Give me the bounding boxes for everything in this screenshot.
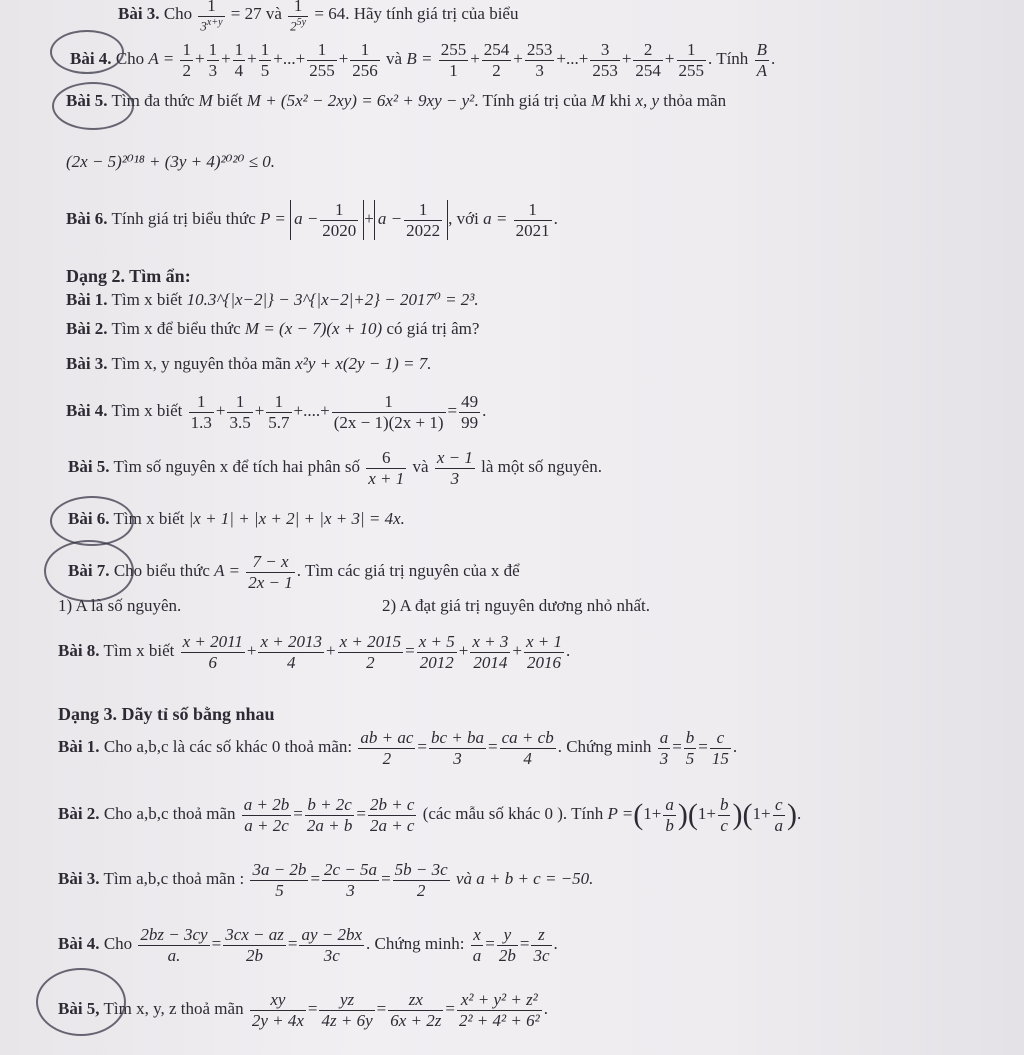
exercise-label: Bài 1.: [66, 290, 108, 309]
exercise-label: Bài 6.: [66, 208, 108, 228]
exercise-d2b2: Bài 2. Tìm x để biểu thức M = (x − 7)(x + 10) có giá trị âm?: [66, 319, 480, 338]
exercise-label: Bài 2.: [66, 319, 108, 338]
exercise-b6: Bài 6. Tính giá trị biểu thức P = a − $\frac{1}{2020}$ + a − $\frac{1}{2022}$ , với a = $\frac{1}{2021}$ .: [66, 200, 558, 240]
exercise-label: Bài 4.: [66, 400, 108, 420]
exercise-d3b4: Bài 4. Cho $\frac{2bz - 3cy}{a.}$ = $\frac{3cx - az}{2b}$ = $\frac{ay - 2bx}{3c}$ . Chứng minh: $\frac{x}{a}$ = $\frac{y}{2b}$ = $\frac{z}{3c}$ .: [58, 925, 558, 965]
fraction: $\frac{1}{2^{5y}}$: [288, 0, 308, 34]
pen-circle-mark: [50, 30, 124, 74]
exercise-label: Bài 6.: [68, 509, 110, 528]
exercise-label: Bài 3.: [58, 868, 100, 888]
pen-circle-mark: [52, 82, 134, 130]
exercise-d2b7-sub1: 1) A là số nguyên.: [58, 596, 182, 615]
exercise-label: Bài 4.: [58, 933, 100, 953]
exercise-label: Bài 5,: [58, 998, 100, 1018]
exercise-b4: Bài 4. Cho A = $\frac{1}{2}$ + $\frac{1}{3}$ + $\frac{1}{4}$ + $\frac{1}{5}$ +...+ $\frac{1}{255}$ + $\frac{1}{256}$ và B = $\frac{255}{1}$ + $\frac{254}{2}$ + $\frac{253}{3}$ +...+ $\frac{3}{253}$ + $\frac{2}{254}$ + $\frac{1}{255}$ . Tính $\frac{B}{A}$ .: [70, 40, 776, 80]
exercise-b3-prev: Bài 3. Cho $\frac{1}{3^{x+y}}$ = 27 và $\frac{1}{2^{5y}}$ = 64. Hãy tính giá trị của biểu: [118, 0, 518, 34]
exercise-d3b1: Bài 1. Cho a,b,c là các số khác 0 thoả mãn: $\frac{ab + ac}{2}$ = $\frac{bc + ba}{3}$ = $\frac{ca + cb}{4}$ . Chứng minh $\frac{a}{3}$ = $\frac{b}{5}$ = $\frac{c}{15}$ .: [58, 728, 738, 768]
pen-circle-mark: [36, 968, 126, 1036]
section-heading-dang-3: Dạng 3. Dãy tỉ số bằng nhau: [58, 704, 275, 724]
exercise-b5: Bài 5. Tìm đa thức M biết M + (5x² − 2xy) = 6x² + 9xy − y². Tính giá trị của M khi x, y thỏa mãn: [66, 91, 727, 110]
exercise-label: Bài 7.: [68, 560, 110, 580]
exercise-d2b8: Bài 8. Tìm x biết $\frac{x + 2011}{6}$ + $\frac{x + 2013}{4}$ + $\frac{x + 2015}{2}$ = $\frac{x + 5}{2012}$ + $\frac{x + 3}{2014}$ + $\frac{x + 1}{2016}$ .: [58, 632, 571, 672]
exercise-d2b3: Bài 3. Tìm x, y nguyên thỏa mãn x²y + x(2y − 1) = 7.: [66, 354, 432, 373]
exercise-d2b4: Bài 4. Tìm x biết $\frac{1}{1.3}$ + $\frac{1}{3.5}$ + $\frac{1}{5.7}$ +....+ $\frac{1}{(2x - 1)(2x + 1)}$ = $\frac{49}{99}$ .: [66, 392, 487, 432]
fraction: $\frac{1}{3^{x+y}}$: [198, 0, 224, 34]
exercise-d2b6: Bài 6. Tìm x biết |x + 1| + |x + 2| + |x + 3| = 4x.: [68, 509, 405, 528]
exercise-d3b2: Bài 2. Cho a,b,c thoả mãn $\frac{a + 2b}{a + 2c}$ = $\frac{b + 2c}{2a + b}$ = $\frac{2b + c}{2a + c}$ (các mẫu số khác 0 ). Tính P =(1+ $\frac{a}{b}$ )(1+ $\frac{b}{c}$ )(1+ $\frac{c}{a}$ ).: [58, 795, 802, 835]
exercise-label: Bài 3.: [66, 354, 108, 373]
exercise-d3b3: Bài 3. Tìm a,b,c thoả mãn : $\frac{3a - 2b}{5}$ = $\frac{2c - 5a}{3}$ = $\frac{5b - 3c}{2}$ và a + b + c = −50.: [58, 860, 594, 900]
exercise-d2b5: Bài 5. Tìm số nguyên x để tích hai phân số $\frac{6}{x + 1}$ và $\frac{x - 1}{3}$ là một số nguyên.: [68, 448, 602, 488]
exercise-d3b5: Bài 5, Tìm x, y, z thoả mãn $\frac{xy}{2y + 4x}$ = $\frac{yz}{4z + 6y}$ = $\frac{zx}{6x + 2z}$ = $\frac{\text{x² + y² + z²}}{\text{2² + 4² + 6²}}$ .: [58, 990, 548, 1030]
exercise-label: Bài 8.: [58, 640, 100, 660]
section-heading-dang-2: Dạng 2. Tìm ẩn:: [66, 266, 191, 286]
exercise-label: Bài 5.: [68, 456, 110, 476]
exercise-label: Bài 4.: [70, 48, 112, 68]
pen-circle-mark: [50, 496, 134, 546]
exercise-d2b7-sub2: 2) A đạt giá trị nguyên dương nhỏ nhất.: [382, 596, 650, 615]
exercise-label: Bài 1.: [58, 736, 100, 756]
exercise-b5-condition: (2x − 5)²⁰¹⁸ + (3y + 4)²⁰²⁰ ≤ 0.: [66, 152, 275, 171]
exercise-label: Bài 3.: [118, 3, 160, 23]
exercise-d2b7: Bài 7. Cho biểu thức A = $\frac{7 - x}{2x - 1}$ . Tìm các giá trị nguyên của x để: [68, 552, 520, 592]
pen-circle-mark: [44, 540, 134, 602]
exercise-label: Bài 5.: [66, 91, 108, 110]
exercise-label: Bài 2.: [58, 803, 100, 823]
exercise-d2b1: Bài 1. Tìm x biết 10.3^{|x−2|} − 3^{|x−2|+2} − 2017⁰ = 2³.: [66, 290, 479, 309]
